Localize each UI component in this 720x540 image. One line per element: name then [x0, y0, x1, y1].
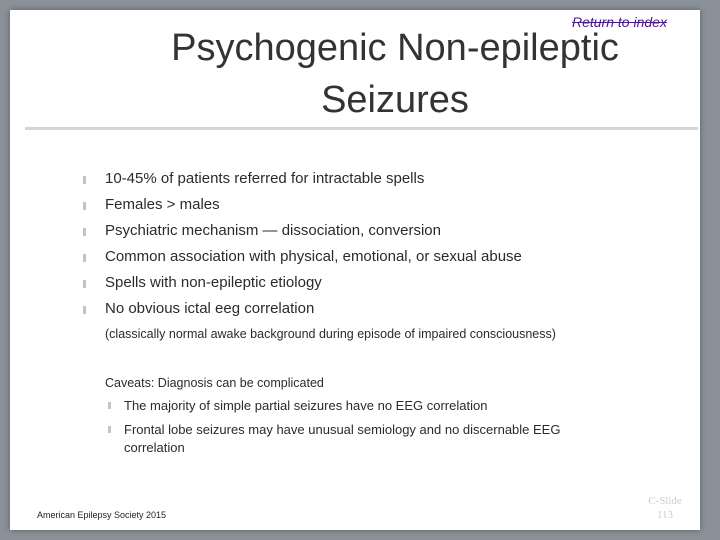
bullet-text: 10-45% of patients referred for intractable spells — [105, 170, 425, 187]
slide-label: C-Slide — [648, 495, 682, 507]
bullet-marker — [108, 426, 111, 433]
footer-credit: American Epilepsy Society 2015 — [37, 510, 167, 520]
bullet-text: No obvious ictal eeg correlation — [105, 300, 315, 317]
title-divider — [25, 127, 698, 130]
bullet-text: Common association with physical, emotional, or sexual abuse — [105, 248, 522, 265]
caveat-item — [108, 421, 608, 457]
caveat-text: Frontal lobe seizures may have unusual semiology and no discernable EEG correlation — [124, 422, 561, 455]
ictal-note: (classically normal awake background during episode of impaired consciousness) — [105, 327, 556, 341]
bullet-text: Spells with non-epileptic etiology — [105, 274, 322, 291]
bullet-marker — [83, 228, 86, 236]
caveats-list — [108, 397, 608, 463]
caveat-item — [108, 397, 608, 415]
slide-title-line-2: Seizures — [321, 79, 469, 121]
slide-title — [80, 22, 710, 126]
bullet-text: Psychiatric mechanism — dissociation, conversion — [105, 222, 441, 239]
slide-number-value: 113 — [656, 509, 674, 521]
caveats-heading: Caveats: Diagnosis can be complicated — [105, 376, 324, 390]
slide-title-line-1: Psychogenic Non-epileptic — [171, 27, 619, 69]
bullet-marker — [83, 280, 86, 288]
caveat-text: The majority of simple partial seizures have no EEG correlation — [124, 398, 488, 413]
return-to-index-link[interactable]: Return to index — [572, 14, 667, 30]
bullet-text: Females > males — [105, 196, 220, 213]
slide-number — [640, 494, 690, 522]
bullet-marker — [108, 402, 111, 409]
bullet-marker — [83, 254, 86, 262]
bullet-marker — [83, 176, 86, 184]
bullet-marker — [83, 306, 86, 314]
bullet-marker — [83, 202, 86, 210]
